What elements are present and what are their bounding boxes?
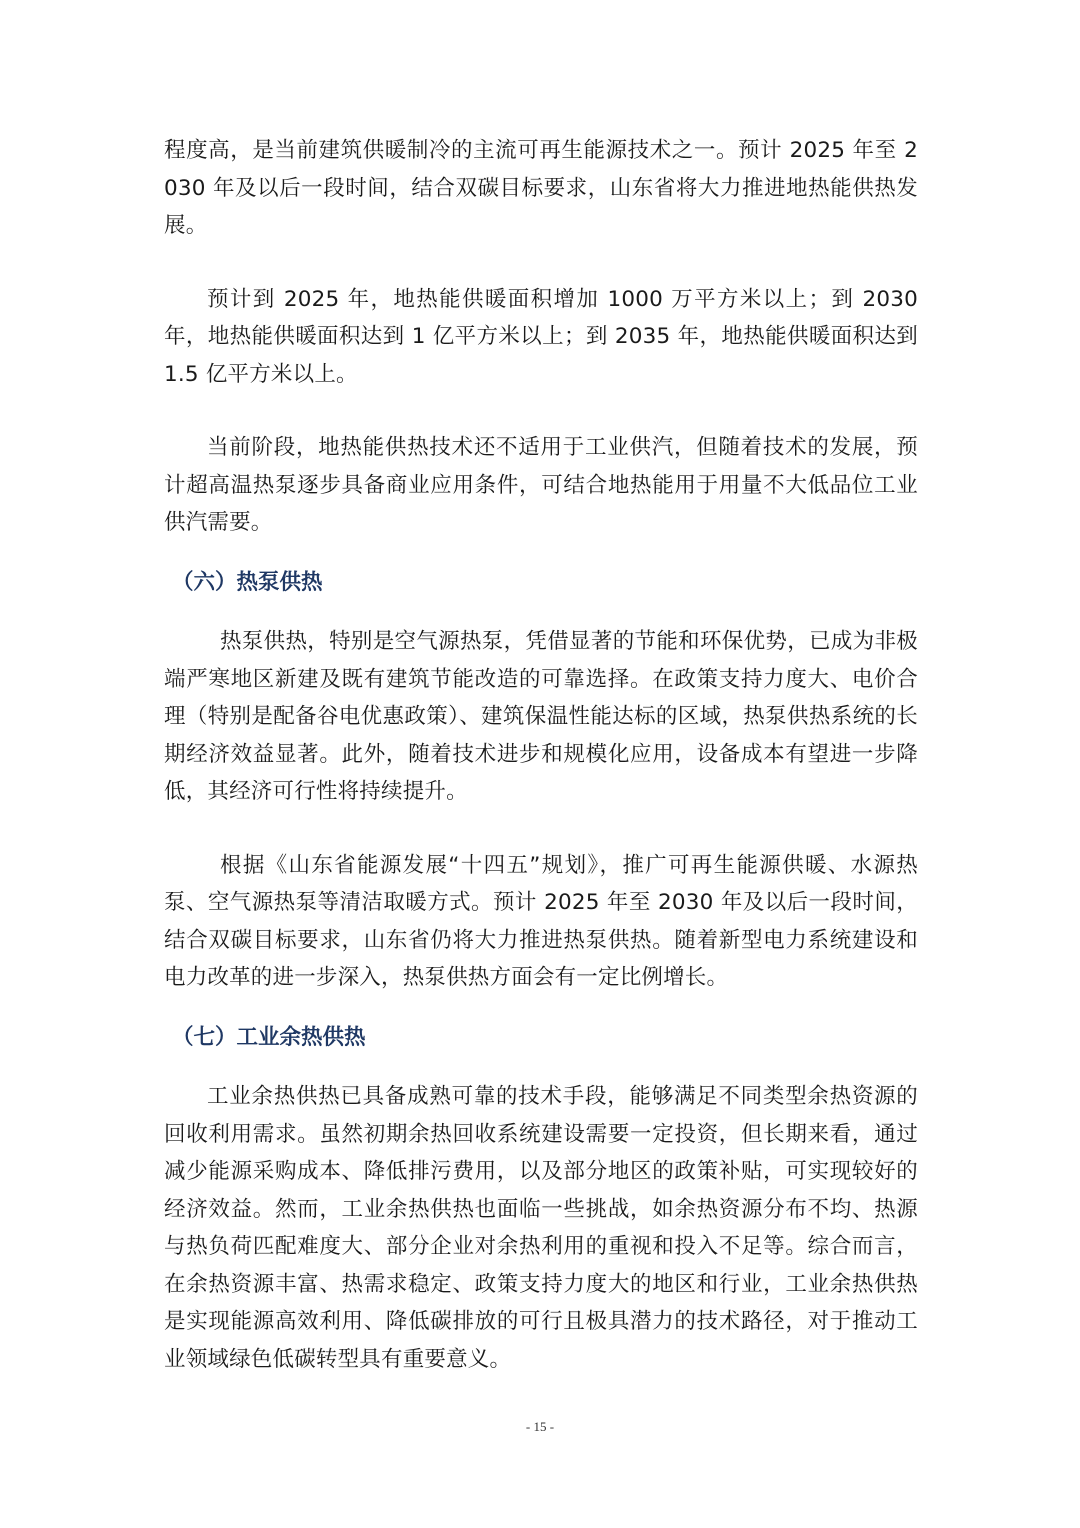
section-heading-industrial-waste-heat: （七）工业余热供热	[172, 1024, 366, 1050]
paragraph-geothermal-continued: 程度高，是当前建筑供暖制冷的主流可再生能源技术之一。预计 2025 年至 2030 年及以后一段时间，结合双碳目标要求，山东省将大力推进地热能供热发展。	[164, 138, 918, 238]
section-heading-heat-pump: （六）热泵供热	[172, 569, 323, 595]
page-number: - 15 -	[525, 1419, 555, 1434]
paragraph-heat-pump-overview: 热泵供热，特别是空气源热泵，凭借显著的节能和环保优势，已成为非极端严寒地区新建及既有建筑节能改造的可靠选择。在政策支持力度大、电价合理（特别是配备谷电优惠政策）、建筑保温性能达标的区域，热泵供热系统的长期经济效益显著。此外，随着技术进步和规模化应用，设备成本有望进一步降低，其经济可行性将持续提升。	[164, 629, 918, 804]
paragraph-industrial-waste-heat: 工业余热供热已具备成熟可靠的技术手段，能够满足不同类型余热资源的回收利用需求。虽然初期余热回收系统建设需要一定投资，但长期来看，通过减少能源采购成本、降低排污费用，以及部分地区的政策补贴，可实现较好的经济效益。然而，工业余热供热也面临一些挑战，如余热资源分布不均、热源与热负荷匹配难度大、部分企业对余热利用的重视和投入不足等。综合而言，在余热资源丰富、热需求稳定、政策支持力度大的地区和行业，工业余热供热是实现能源高效利用、降低碳排放的可行且极具潜力的技术路径，对于推动工业领域绿色低碳转型具有重要意义。	[164, 1084, 918, 1372]
page-content	[164, 132, 918, 1378]
paragraph-geothermal-industrial: 当前阶段，地热能供热技术还不适用于工业供汽，但随着技术的发展，预计超高温热泵逐步具备商业应用条件，可结合地热能用于用量不大低品位工业供汽需要。	[164, 435, 918, 535]
paragraph-geothermal-targets: 预计到 2025 年，地热能供暖面积增加 1000 万平方米以上；到 2030 年，地热能供暖面积达到 1 亿平方米以上；到 2035 年，地热能供暖面积达到 1.5 亿平方米以上。	[164, 286, 918, 387]
paragraph-heat-pump-policy: 根据《山东省能源发展“十四五”规划》，推广可再生能源供暖、水源热泵、空气源热泵等清洁取暖方式。预计 2025 年至 2030 年及以后一段时间，结合双碳目标要求，山东省仍将大力推进热泵供热。随着新型电力系统建设和电力改革的进一步深入，热泵供热方面会有一定比例增长。	[164, 852, 918, 990]
